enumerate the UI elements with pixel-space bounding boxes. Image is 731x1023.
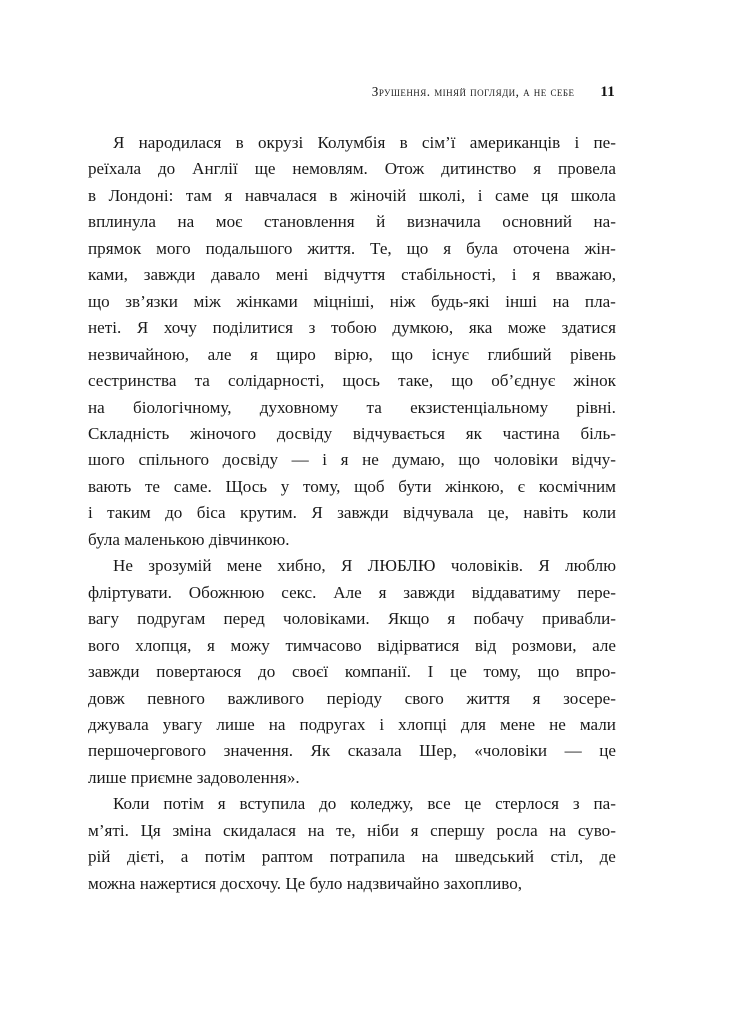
word: суво- bbox=[577, 820, 616, 840]
word: побачу bbox=[473, 609, 524, 629]
word: життя. bbox=[307, 238, 356, 258]
word: в bbox=[399, 133, 408, 152]
word: вають bbox=[88, 476, 132, 496]
word: досвіду bbox=[276, 423, 333, 443]
word: була bbox=[466, 238, 499, 258]
word: яка bbox=[468, 318, 493, 338]
text-line bbox=[88, 633, 616, 659]
text-line bbox=[88, 818, 616, 844]
text-line bbox=[88, 606, 616, 632]
word: завжди bbox=[88, 662, 140, 682]
word: на- bbox=[593, 212, 616, 232]
word: свого bbox=[404, 688, 444, 708]
word: ніж bbox=[389, 291, 416, 311]
word: ніби bbox=[367, 820, 399, 840]
word: Як bbox=[310, 741, 331, 761]
word: стерлося bbox=[495, 794, 560, 814]
word: Лондоні: bbox=[108, 185, 174, 205]
word: хлопці bbox=[398, 714, 447, 734]
word: не bbox=[362, 450, 379, 470]
word: скидалася bbox=[222, 820, 297, 840]
word: Обожнюю bbox=[188, 582, 265, 602]
word: завжди bbox=[337, 503, 389, 523]
word: сказала bbox=[347, 741, 402, 761]
word: відірватися bbox=[377, 635, 460, 655]
word: школа bbox=[570, 185, 616, 205]
word: в bbox=[88, 185, 97, 205]
word: впро- bbox=[575, 662, 616, 682]
word: Я bbox=[113, 133, 125, 152]
text-line bbox=[88, 659, 616, 685]
word: потім bbox=[163, 794, 204, 814]
text-line bbox=[88, 553, 616, 579]
word: Якщо bbox=[387, 609, 430, 629]
text-line bbox=[88, 183, 616, 209]
word: і bbox=[88, 503, 93, 523]
word: шведський bbox=[454, 847, 534, 867]
word: відчувається bbox=[352, 423, 446, 443]
word: ця bbox=[541, 185, 559, 205]
word: можу bbox=[230, 635, 270, 655]
word: давало bbox=[211, 265, 261, 285]
word: все bbox=[427, 794, 451, 814]
body-text-block bbox=[88, 130, 616, 897]
word: Колумбія bbox=[317, 133, 386, 152]
word: зміна bbox=[172, 820, 212, 840]
word: пе- bbox=[593, 133, 616, 152]
word: що bbox=[88, 291, 110, 311]
word: жіночого bbox=[190, 423, 257, 443]
word: те bbox=[144, 476, 161, 496]
word: таке, bbox=[398, 371, 434, 391]
word: вагу bbox=[88, 609, 119, 629]
word: становлення bbox=[263, 212, 355, 232]
word: дієті, bbox=[126, 847, 165, 867]
word: це bbox=[464, 794, 482, 814]
running-head bbox=[88, 84, 615, 106]
word: окрузі bbox=[257, 133, 304, 152]
text-line bbox=[88, 209, 616, 235]
word: Англії bbox=[192, 159, 238, 179]
word: Я bbox=[311, 503, 323, 523]
word: своєї bbox=[291, 662, 329, 682]
word: на bbox=[88, 397, 105, 417]
word: сестринства bbox=[88, 371, 177, 391]
word: глибший bbox=[487, 344, 552, 364]
word: розмови, bbox=[512, 635, 577, 655]
word: люблю bbox=[565, 556, 616, 576]
word: та bbox=[366, 397, 382, 417]
text-line bbox=[88, 236, 616, 262]
word: хибно, bbox=[277, 556, 326, 576]
running-head-title: Зрушення. міняй погляди, а не себе bbox=[371, 84, 575, 99]
word: але bbox=[592, 635, 616, 655]
word: відчу- bbox=[571, 450, 616, 470]
word: щось bbox=[342, 371, 380, 391]
word: чоловіків. bbox=[450, 556, 524, 576]
word: Шер, bbox=[419, 741, 457, 761]
word: що bbox=[458, 450, 481, 470]
word: значення. bbox=[223, 741, 293, 761]
word: увагу bbox=[162, 714, 203, 734]
word: довж bbox=[88, 688, 125, 708]
word: солідарності, bbox=[228, 371, 325, 391]
word: я bbox=[224, 185, 233, 205]
word: біологічному, bbox=[133, 397, 232, 417]
text-line bbox=[88, 791, 616, 817]
word: Але bbox=[333, 582, 362, 602]
text-line bbox=[88, 130, 616, 156]
word: це, bbox=[487, 503, 509, 523]
word: будь-які bbox=[431, 291, 490, 311]
word: екзистенціальному bbox=[410, 397, 549, 417]
word: я bbox=[340, 450, 349, 470]
word: зрозумій bbox=[148, 556, 212, 576]
word: Я bbox=[538, 556, 550, 576]
word: хлопця, bbox=[135, 635, 192, 655]
word: мене bbox=[499, 714, 536, 734]
word: спершу bbox=[430, 820, 485, 840]
text-line bbox=[88, 315, 616, 341]
word: пере- bbox=[577, 582, 616, 602]
text-line bbox=[88, 156, 616, 182]
word: це bbox=[599, 741, 616, 761]
word: спільного bbox=[138, 450, 210, 470]
word: ЛЮБЛЮ bbox=[367, 556, 436, 576]
word: думаю, bbox=[392, 450, 445, 470]
word: таким bbox=[107, 503, 151, 523]
word: народилася bbox=[138, 133, 222, 152]
text-line bbox=[88, 474, 616, 500]
word: існує bbox=[431, 344, 470, 364]
word: і bbox=[379, 714, 385, 734]
word: І bbox=[427, 662, 434, 682]
word: секс. bbox=[281, 582, 317, 602]
word: в bbox=[329, 185, 338, 205]
word: росла bbox=[496, 820, 538, 840]
word: життя bbox=[466, 688, 511, 708]
word: пла- bbox=[584, 291, 616, 311]
word: я bbox=[410, 820, 419, 840]
word: на bbox=[549, 820, 567, 840]
word: рій bbox=[88, 847, 111, 867]
text-line bbox=[88, 712, 616, 738]
word: віддаватиму bbox=[471, 582, 561, 602]
word: міцніші, bbox=[313, 291, 375, 311]
word: Щось bbox=[225, 476, 268, 496]
word: я bbox=[249, 344, 258, 364]
word: чоловіки bbox=[493, 450, 558, 470]
word: чоловіками. bbox=[283, 609, 370, 629]
text-line bbox=[88, 289, 616, 315]
word: завжди bbox=[143, 265, 196, 285]
word: вого bbox=[88, 635, 120, 655]
word: подругах bbox=[299, 714, 366, 734]
word: лише bbox=[216, 714, 255, 734]
word: те, bbox=[336, 820, 356, 840]
word: я bbox=[533, 159, 542, 179]
word: до bbox=[157, 159, 176, 179]
word: потрапила bbox=[329, 847, 406, 867]
word: навіть bbox=[523, 503, 569, 523]
word: я bbox=[447, 609, 456, 629]
word: жін- bbox=[584, 238, 616, 258]
word: стабільності, bbox=[401, 265, 496, 285]
word: жіночій bbox=[349, 185, 407, 205]
word: здатися bbox=[561, 318, 616, 338]
word: та bbox=[194, 371, 210, 391]
word: інші bbox=[505, 291, 538, 311]
word: дитинство bbox=[441, 159, 517, 179]
word: потім bbox=[204, 847, 246, 867]
word: тобою bbox=[330, 318, 377, 338]
word: Отож bbox=[384, 159, 425, 179]
word: подругам bbox=[137, 609, 206, 629]
word: щоб bbox=[354, 476, 385, 496]
text-line bbox=[88, 686, 616, 712]
word: на bbox=[268, 714, 286, 734]
word: перед bbox=[223, 609, 265, 629]
word: сім’ї bbox=[421, 133, 456, 152]
word: прямок bbox=[88, 238, 142, 258]
word: визначила bbox=[406, 212, 481, 232]
word: я bbox=[532, 265, 541, 285]
word: не bbox=[549, 714, 566, 734]
word: провела bbox=[558, 159, 616, 179]
text-line: можна нажертися досхочу. Це було надзвичайно захопливо, bbox=[88, 873, 523, 893]
word: американців bbox=[469, 133, 561, 152]
word: на bbox=[552, 291, 570, 311]
word: неті. bbox=[88, 318, 122, 338]
word: коледжу, bbox=[350, 794, 414, 814]
word: до bbox=[319, 794, 337, 814]
word: саме. bbox=[173, 476, 212, 496]
word: що bbox=[406, 238, 429, 258]
word: оточена bbox=[512, 238, 570, 258]
word: па- bbox=[593, 794, 616, 814]
word: джувала bbox=[88, 714, 149, 734]
word: рівень bbox=[570, 344, 616, 364]
word: я bbox=[378, 582, 387, 602]
word: я bbox=[532, 688, 541, 708]
word: що bbox=[451, 371, 474, 391]
text-line bbox=[88, 368, 616, 394]
word: відчувала bbox=[403, 503, 474, 523]
word: до bbox=[258, 662, 276, 682]
word: немовлям. bbox=[292, 159, 368, 179]
word: біль- bbox=[580, 423, 616, 443]
word: навчалася bbox=[244, 185, 317, 205]
word: жінок bbox=[573, 371, 616, 391]
word: фліртувати. bbox=[88, 582, 172, 602]
text-line bbox=[88, 447, 616, 473]
word: м’яті. bbox=[88, 820, 129, 840]
word: і bbox=[477, 185, 483, 205]
word: Я bbox=[136, 318, 149, 338]
word: але bbox=[207, 344, 232, 364]
word: Те, bbox=[370, 238, 392, 258]
word: в bbox=[235, 133, 244, 152]
word: Коли bbox=[113, 794, 150, 814]
word: стіл, bbox=[550, 847, 584, 867]
word: — bbox=[564, 741, 582, 761]
word: мене bbox=[226, 556, 263, 576]
word: думкою, bbox=[392, 318, 454, 338]
word: на bbox=[421, 847, 439, 867]
word: досвіду bbox=[222, 450, 278, 470]
word: ками, bbox=[88, 265, 128, 285]
word: поділитися bbox=[212, 318, 293, 338]
paragraph bbox=[88, 553, 616, 791]
text-line bbox=[88, 844, 616, 870]
word: й bbox=[376, 212, 386, 232]
word: коли bbox=[582, 503, 616, 523]
word: основний bbox=[502, 212, 573, 232]
word: у bbox=[280, 476, 290, 496]
word: жінками bbox=[236, 291, 298, 311]
word: там bbox=[185, 185, 212, 205]
word: повертаюся bbox=[156, 662, 242, 682]
word: космічним bbox=[538, 476, 616, 496]
text-line bbox=[88, 262, 616, 288]
paragraph bbox=[88, 130, 616, 553]
word: я bbox=[443, 238, 452, 258]
word: раптом bbox=[261, 847, 314, 867]
word: Складність bbox=[88, 423, 170, 443]
word: рівні. bbox=[576, 397, 616, 417]
word: відчуття bbox=[324, 265, 386, 285]
word: що bbox=[391, 344, 414, 364]
word: подальшого bbox=[205, 238, 293, 258]
word: хочу bbox=[163, 318, 197, 338]
word: мали bbox=[579, 714, 616, 734]
word: вважаю, bbox=[556, 265, 616, 285]
word: періоду bbox=[326, 688, 383, 708]
text-line bbox=[88, 580, 616, 606]
word: важливого bbox=[227, 688, 305, 708]
word: може bbox=[507, 318, 547, 338]
word: жінкою, bbox=[445, 476, 504, 496]
word: з bbox=[572, 794, 580, 814]
word: першочергового bbox=[88, 741, 207, 761]
word: для bbox=[460, 714, 486, 734]
word: що bbox=[537, 662, 560, 682]
word: школі, bbox=[418, 185, 466, 205]
word: і bbox=[574, 133, 580, 152]
word: тому, bbox=[303, 476, 341, 496]
word: і bbox=[511, 265, 517, 285]
word: крутим. bbox=[240, 503, 297, 523]
word: біса bbox=[196, 503, 226, 523]
word: я bbox=[217, 794, 226, 814]
text-line: лише приємне задоволення». bbox=[88, 767, 300, 787]
word: а bbox=[180, 847, 189, 867]
word: частина bbox=[502, 423, 560, 443]
word: вплинула bbox=[88, 212, 156, 232]
word: «чоловіки bbox=[474, 741, 548, 761]
word: зв’язки bbox=[125, 291, 178, 311]
word: де bbox=[599, 847, 616, 867]
word: Я bbox=[341, 556, 353, 576]
word: до bbox=[165, 503, 183, 523]
page-number: 11 bbox=[600, 84, 615, 100]
text-line bbox=[88, 738, 616, 764]
word: бути bbox=[398, 476, 432, 496]
word: мені bbox=[275, 265, 309, 285]
word: реїхала bbox=[88, 159, 142, 179]
word: на bbox=[177, 212, 195, 232]
word: тимчасово bbox=[285, 635, 362, 655]
word: щиро bbox=[276, 344, 316, 364]
word: і bbox=[322, 450, 328, 470]
word: вступила bbox=[239, 794, 306, 814]
word: зосере- bbox=[563, 688, 616, 708]
word: незвичайною, bbox=[88, 344, 189, 364]
word: на bbox=[307, 820, 325, 840]
word: шого bbox=[88, 450, 125, 470]
word: від bbox=[474, 635, 497, 655]
word: з bbox=[308, 318, 316, 338]
word: моє bbox=[215, 212, 243, 232]
text-line bbox=[88, 342, 616, 368]
text-line bbox=[88, 500, 616, 526]
word: це bbox=[450, 662, 467, 682]
word: певного bbox=[147, 688, 205, 708]
word: — bbox=[291, 450, 309, 470]
word: вірю, bbox=[334, 344, 373, 364]
word: компанії. bbox=[344, 662, 411, 682]
word: Ця bbox=[140, 820, 161, 840]
text-line bbox=[88, 395, 616, 421]
word: саме bbox=[495, 185, 529, 205]
word: є bbox=[517, 476, 525, 496]
word: об’єднує bbox=[491, 371, 556, 391]
word: я bbox=[206, 635, 215, 655]
text-line bbox=[88, 421, 616, 447]
word: мого bbox=[156, 238, 191, 258]
word: ще bbox=[254, 159, 276, 179]
word: як bbox=[465, 423, 482, 443]
word: привабли- bbox=[542, 609, 616, 629]
paragraph bbox=[88, 791, 616, 897]
word: тому, bbox=[483, 662, 521, 682]
word: між bbox=[193, 291, 221, 311]
word: духовному bbox=[259, 397, 339, 417]
word: завжди bbox=[403, 582, 455, 602]
word: Не bbox=[113, 556, 133, 576]
text-line: була маленькою дівчинкою. bbox=[88, 529, 290, 549]
